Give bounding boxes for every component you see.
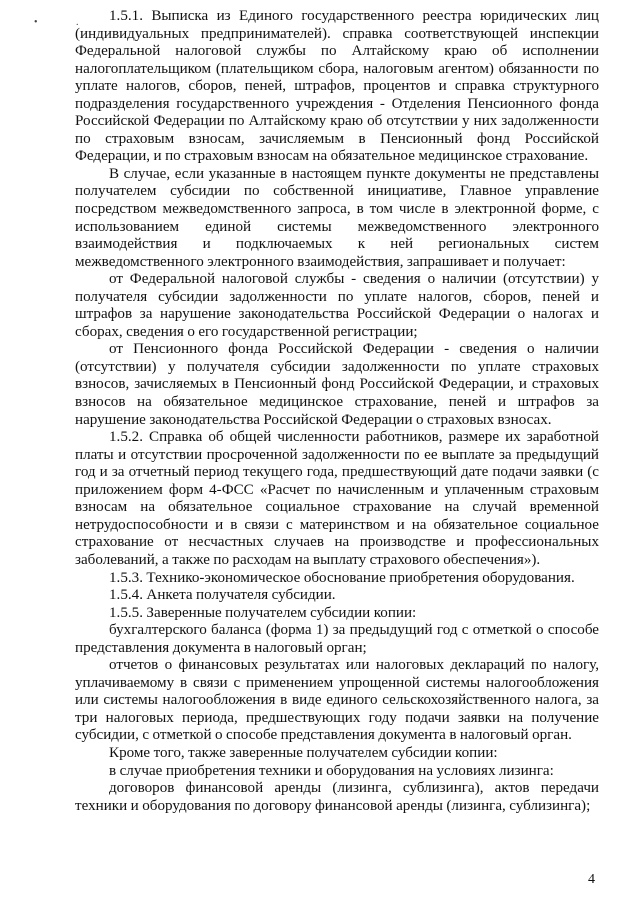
paragraph-tax-service: от Федеральной налоговой службы - сведения о наличии (отсутствии) у получателя субсидии задолженности по уплате налогов, сборов, пеней и штрафов за нарушение законодательства Российской Федерации о налогах и сборах, сведения о его государственной регистрации; xyxy=(75,271,599,340)
paragraph-1-5-5: 1.5.5. Заверенные получателем субсидии копии: xyxy=(109,604,417,621)
page-number: 4 xyxy=(588,872,595,887)
paragraph-1-5-2: 1.5.2. Справка об общей численности работников, размере их заработной платы и отсутствии просроченной задолженности по ее выплате за предыдущий год и за отчетный период текущего года, предшествующий дате подачи заявки (с приложением форм 4-ФСС «Расчет по начисленным и уплаченным страховым взносам на обязательное социальное страхование на случай временной нетрудоспособности и в связи с материнством и на обязательное социальное страхование от несчастных случаев на производстве и профессиональных заболеваний, а также по расходам на выплату страхового обеспечения»). xyxy=(75,429,599,568)
paragraph-1-5-4: 1.5.4. Анкета получателя субсидии. xyxy=(109,587,336,604)
paragraph-financial-reports: отчетов о финансовых результатах или налоговых деклараций по налогу, уплачиваемому в связи с применением упрощенной системы налогообложения или системы налогообложения в виде единого сельскохозяйственного налога, за три налоговых периода, предшествующих году подачи заявки на получение субсидии, с отметкой о способе представления документа в налоговый орган. xyxy=(75,657,599,744)
paragraph-leasing-case: в случае приобретения техники и оборудования на условиях лизинга: xyxy=(109,762,554,779)
paragraph-additional-copies: Кроме того, также заверенные получателем субсидии копии: xyxy=(109,744,498,761)
scan-marks: • . xyxy=(34,17,97,28)
document-page xyxy=(75,8,599,815)
paragraph-1-5-1: 1.5.1. Выписка из Единого государственного реестра юридических лиц (индивидуальных предпринимателей). справка соответствующей инспекции Федеральной налоговой службы по Алтайскому краю об исполнении налогоплательщиком (плательщиком сбора, налоговым агентом) обязанности по уплате налогов, сборов, пеней, штрафов, процентов и справка структурного подразделения государственного учреждения - Отделения Пенсионного фонда Российской Федерации по Алтайскому краю об отсутствии у них задолженности по страховым взносам, зачисляемым в Пенсионный фонд Российской Федерации, и по страховым взносам на обязательное медицинское страхование. xyxy=(75,8,599,165)
paragraph-interagency-request: В случае, если указанные в настоящем пункте документы не представлены получателем субсидии по собственной инициативе, Главное управление посредством межведомственного запроса, в том числе в электронной форме, с использованием единой системы межведомственного электронного взаимодействия и подключаемых к ней региональных систем межведомственного электронного взаимодействия, запрашивает и получает: xyxy=(75,165,599,270)
paragraph-balance-sheet: бухгалтерского баланса (форма 1) за предыдущий год с отметкой о способе представления документа в налоговый орган; xyxy=(75,622,599,656)
paragraph-leasing-contracts: договоров финансовой аренды (лизинга, сублизинга), актов передачи техники и оборудования по договору финансовой аренды (лизинга, сублизинга); xyxy=(75,780,599,814)
paragraph-1-5-3: 1.5.3. Технико-экономическое обоснование приобретения оборудования. xyxy=(109,569,575,586)
paragraph-pension-fund: от Пенсионного фонда Российской Федерации - сведения о наличии (отсутствии) у получателя субсидии задолженности по уплате страховых взносов, зачисляемых в Пенсионный фонд Российской Федерации, и страховых взносов на обязательное медицинское страхование, пеней и штрафов за нарушение законодательства Российской Федерации о страховых взносах. xyxy=(75,341,599,428)
